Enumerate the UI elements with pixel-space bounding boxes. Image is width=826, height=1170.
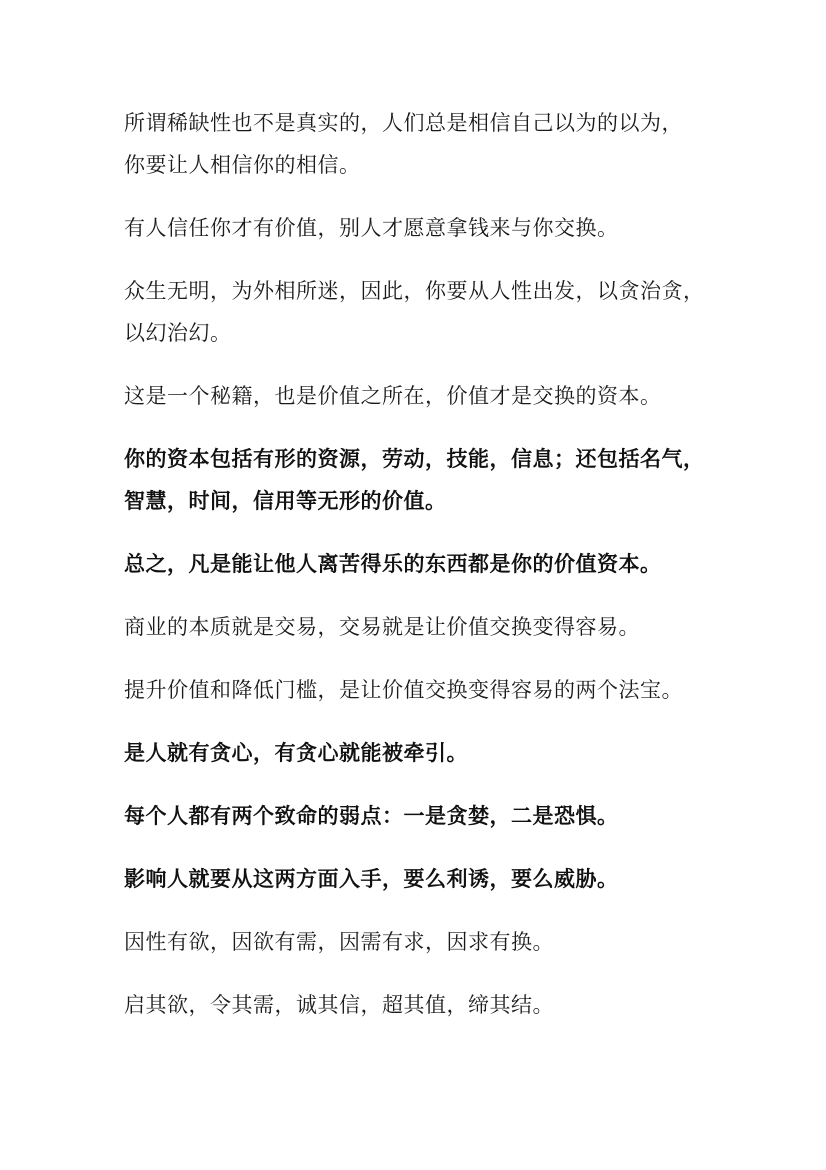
paragraph (124, 921, 714, 963)
document-page (124, 102, 714, 1047)
text-line: 启其欲，令其需，诚其信，超其值，缔其结。 (124, 993, 554, 1017)
paragraph (124, 102, 714, 186)
text-line: 每个人都有两个致命的弱点：一是贪婪，二是恐惧。 (124, 804, 619, 828)
text-line: 商业的本质就是交易，交易就是让价值交换变得容易。 (124, 615, 640, 639)
bold-paragraph (124, 858, 714, 900)
paragraph (124, 606, 714, 648)
text-line: 有人信任你才有价值，别人才愿意拿钱来与你交换。 (124, 216, 619, 240)
bold-paragraph (124, 795, 714, 837)
paragraph (124, 207, 714, 249)
bold-paragraph (124, 438, 714, 522)
text-line: 这是一个秘籍，也是价值之所在，价值才是交换的资本。 (124, 384, 662, 408)
text-line: 智慧，时间，信用等无形的价值。 (124, 489, 447, 513)
text-line: 影响人就要从这两方面入手，要么利诱，要么威胁。 (124, 867, 619, 891)
paragraph (124, 669, 714, 711)
text-line: 以幻治幻。 (124, 321, 232, 345)
text-line: 你的资本包括有形的资源，劳动，技能，信息；还包括名气， (124, 447, 705, 471)
text-line: 因性有欲，因欲有需，因需有求，因求有换。 (124, 930, 554, 954)
text-line: 是人就有贪心，有贪心就能被牵引。 (124, 741, 468, 765)
text-line: 所谓稀缺性也不是真实的，人们总是相信自己以为的以为， (124, 111, 683, 135)
paragraph (124, 270, 714, 354)
paragraph (124, 984, 714, 1026)
text-line: 提升价值和降低门槛，是让价值交换变得容易的两个法宝。 (124, 678, 683, 702)
text-line: 总之，凡是能让他人离苦得乐的东西都是你的价值资本。 (124, 552, 662, 576)
bold-paragraph (124, 732, 714, 774)
text-line: 众生无明，为外相所迷，因此，你要从人性出发，以贪治贪， (124, 279, 705, 303)
bold-paragraph (124, 543, 714, 585)
paragraph (124, 375, 714, 417)
text-line: 你要让人相信你的相信。 (124, 153, 361, 177)
